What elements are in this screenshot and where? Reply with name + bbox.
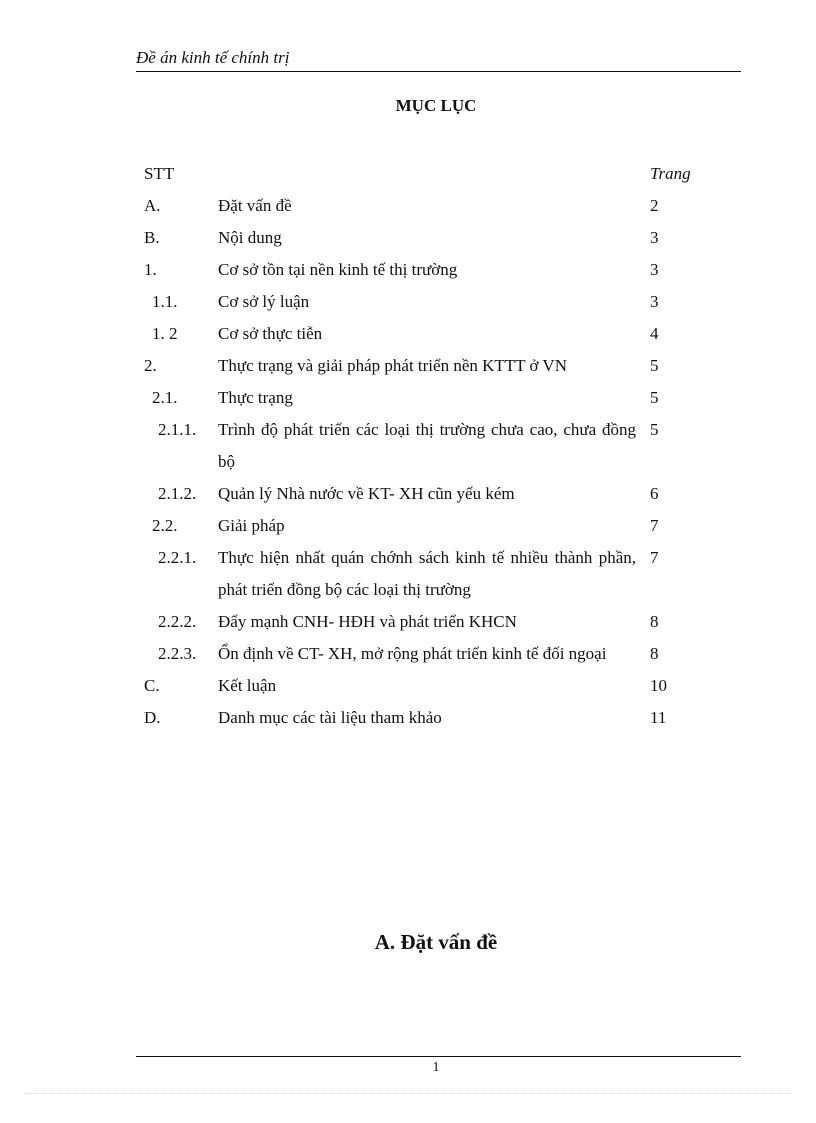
toc-entry-title: Danh mục các tài liệu tham khảo xyxy=(218,708,442,727)
toc-entry-title: Thực hiện nhất quán chớnh sách kinh tế nhiều thành phần, phát triển đồng bộ các loại thị trường xyxy=(218,548,636,599)
toc-entry-title: Cơ sở lý luận xyxy=(218,292,310,311)
toc-entry xyxy=(144,190,704,222)
toc-entry-num: 2.1.2. xyxy=(158,484,197,503)
toc-entry-num: D. xyxy=(144,708,161,727)
toc-entry-page: 3 xyxy=(650,260,659,279)
toc-entry xyxy=(144,318,704,350)
toc-entry-page: 7 xyxy=(650,516,659,535)
page-edge-divider xyxy=(24,1093,792,1094)
toc-entry xyxy=(144,382,704,414)
toc-entry-page: 8 xyxy=(650,612,659,631)
toc-entry-num: 2.1. xyxy=(152,388,178,407)
toc-entry-num: B. xyxy=(144,228,160,247)
toc-entry-num: 2.2.3. xyxy=(158,644,197,663)
toc-entry xyxy=(144,510,704,542)
toc-entry xyxy=(144,350,704,382)
toc-entry xyxy=(144,478,704,510)
toc-entry-page: 6 xyxy=(650,484,659,503)
toc-col-title-header xyxy=(218,158,636,190)
toc-entry-title: Trình độ phát triển các loại thị trường chưa cao, chưa đồng bộ xyxy=(218,420,636,471)
toc-entry-num: 1. 2 xyxy=(152,324,178,343)
toc-entry-title: Thực trạng xyxy=(218,388,293,407)
toc-entry-num: 1.1. xyxy=(152,292,178,311)
toc-entry-num: 2.2. xyxy=(152,516,178,535)
toc-entry xyxy=(144,222,704,254)
toc-entry-title: Nội dung xyxy=(218,228,282,247)
toc-entry-title: Đặt vấn đề xyxy=(218,196,292,215)
toc-entry-page: 11 xyxy=(650,708,667,727)
toc-entry-num: 2.2.2. xyxy=(158,612,197,631)
toc-entry-num: 2.2.1. xyxy=(158,548,197,567)
toc-entry-page: 7 xyxy=(650,548,659,567)
toc-entry-title: Cơ sở tồn tại nền kinh tế thị trường xyxy=(218,260,458,279)
toc-entry-page: 5 xyxy=(650,388,659,407)
toc-entry-num: 2.1.1. xyxy=(158,420,197,439)
toc-entry-num: 2. xyxy=(144,356,157,375)
toc-entry-page: 10 xyxy=(650,676,667,695)
page-number: 1 xyxy=(432,1060,440,1075)
toc-entry xyxy=(144,670,704,702)
toc-entry-title: Giải pháp xyxy=(218,516,285,535)
footer-rule xyxy=(136,1056,741,1057)
toc-entry xyxy=(144,606,704,638)
toc-entry-num: 1. xyxy=(144,260,157,279)
header-rule xyxy=(136,71,741,72)
toc-entry-num: C. xyxy=(144,676,160,695)
toc-entry-title: Đẩy mạnh CNH- HĐH và phát triển KHCN xyxy=(218,612,517,631)
toc-header-row xyxy=(144,158,704,190)
toc-entry-page: 5 xyxy=(650,356,659,375)
toc-col-num-header: STT xyxy=(144,164,175,183)
toc-entry-num: A. xyxy=(144,196,161,215)
toc-entry xyxy=(144,414,704,478)
toc-entry-title: Ổn định về CT- XH, mở rộng phát triển kinh tế đối ngoại xyxy=(218,644,607,663)
toc-entry-page: 3 xyxy=(650,292,659,311)
toc-entry-title: Kết luận xyxy=(218,676,277,695)
table-of-contents xyxy=(144,158,704,734)
toc-entry xyxy=(144,286,704,318)
running-header: Đề án kinh tế chính trị xyxy=(136,48,290,67)
toc-entry-page: 2 xyxy=(650,196,659,215)
toc-entry-title: Quản lý Nhà nước về KT- XH cũn yếu kém xyxy=(218,484,515,503)
toc-col-page-header: Trang xyxy=(650,164,691,183)
section-heading: A. Đặt vấn đề xyxy=(374,930,498,954)
toc-entry xyxy=(144,254,704,286)
toc-entry-page: 8 xyxy=(650,644,659,663)
toc-entry-page: 5 xyxy=(650,420,659,439)
toc-title: MỤC LỤC xyxy=(395,96,477,115)
toc-entry-page: 3 xyxy=(650,228,659,247)
toc-entry xyxy=(144,702,704,734)
toc-entry-page: 4 xyxy=(650,324,659,343)
toc-entry xyxy=(144,542,704,606)
toc-entry-title: Thực trạng và giải pháp phát triển nền KTTT ở VN xyxy=(218,356,567,375)
toc-entry xyxy=(144,638,704,670)
toc-entry-title: Cơ sở thực tiễn xyxy=(218,324,323,343)
